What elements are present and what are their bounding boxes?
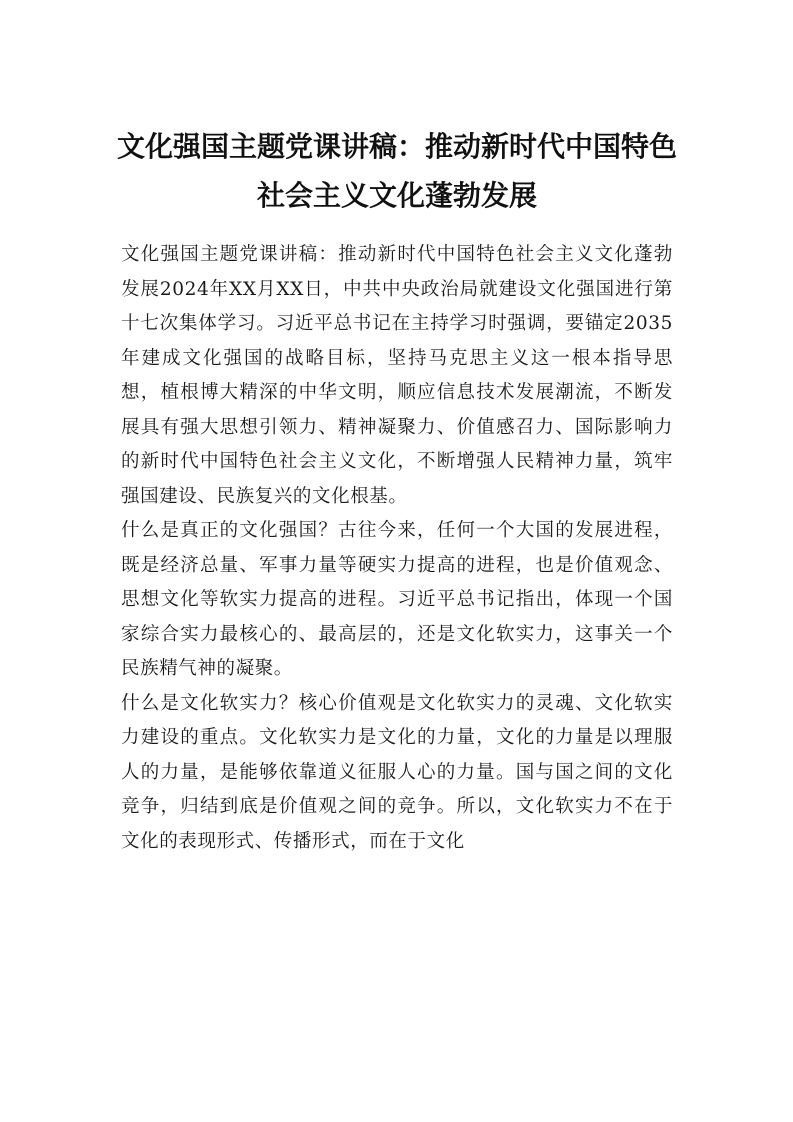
paragraph-soft-power: 什么是文化软实力？核心价值观是文化软实力的灵魂、文化软实力建设的重点。文化软实力是文化的力量，文化的力量是以理服人的力量，是能够依靠道义征服人心的力量。国与国之间的文化竞争，归结到底是价值观之间的竞争。所以，文化软实力不在于文化的表现形式、传播形式，而在于文化 — [121, 692, 673, 852]
document-body — [121, 238, 673, 859]
document-title: 文化强国主题党课讲稿：推动新时代中国特色社会主义文化蓬勃发展 — [116, 130, 677, 212]
paragraph-cultural-power: 什么是真正的文化强国？古往今来，任何一个大国的发展进程，既是经济总量、军事力量等硬实力提高的进程，也是价值观念、思想文化等软实力提高的进程。习近平总书记指出，体现一个国家综合实力最核心的、最高层的，还是文化软实力，这事关一个民族精气神的凝聚。 — [121, 520, 673, 679]
paragraph-intro: 文化强国主题党课讲稿：推动新时代中国特色社会主义文化蓬勃发展2024年XX月XX日，中共中央政治局就建设文化强国进行第十七次集体学习。习近平总书记在主持学习时强调，要锚定2035年建成文化强国的战略目标，坚持马克思主义这一根本指导思想，植根博大精深的中华文明，顺应信息技术发展潮流，不断发展具有强大思想引领力、精神凝聚力、价值感召力、国际影响力的新时代中国特色社会主义文化，不断增强人民精神力量，筑牢强国建设、民族复兴的文化根基。 — [121, 244, 673, 507]
